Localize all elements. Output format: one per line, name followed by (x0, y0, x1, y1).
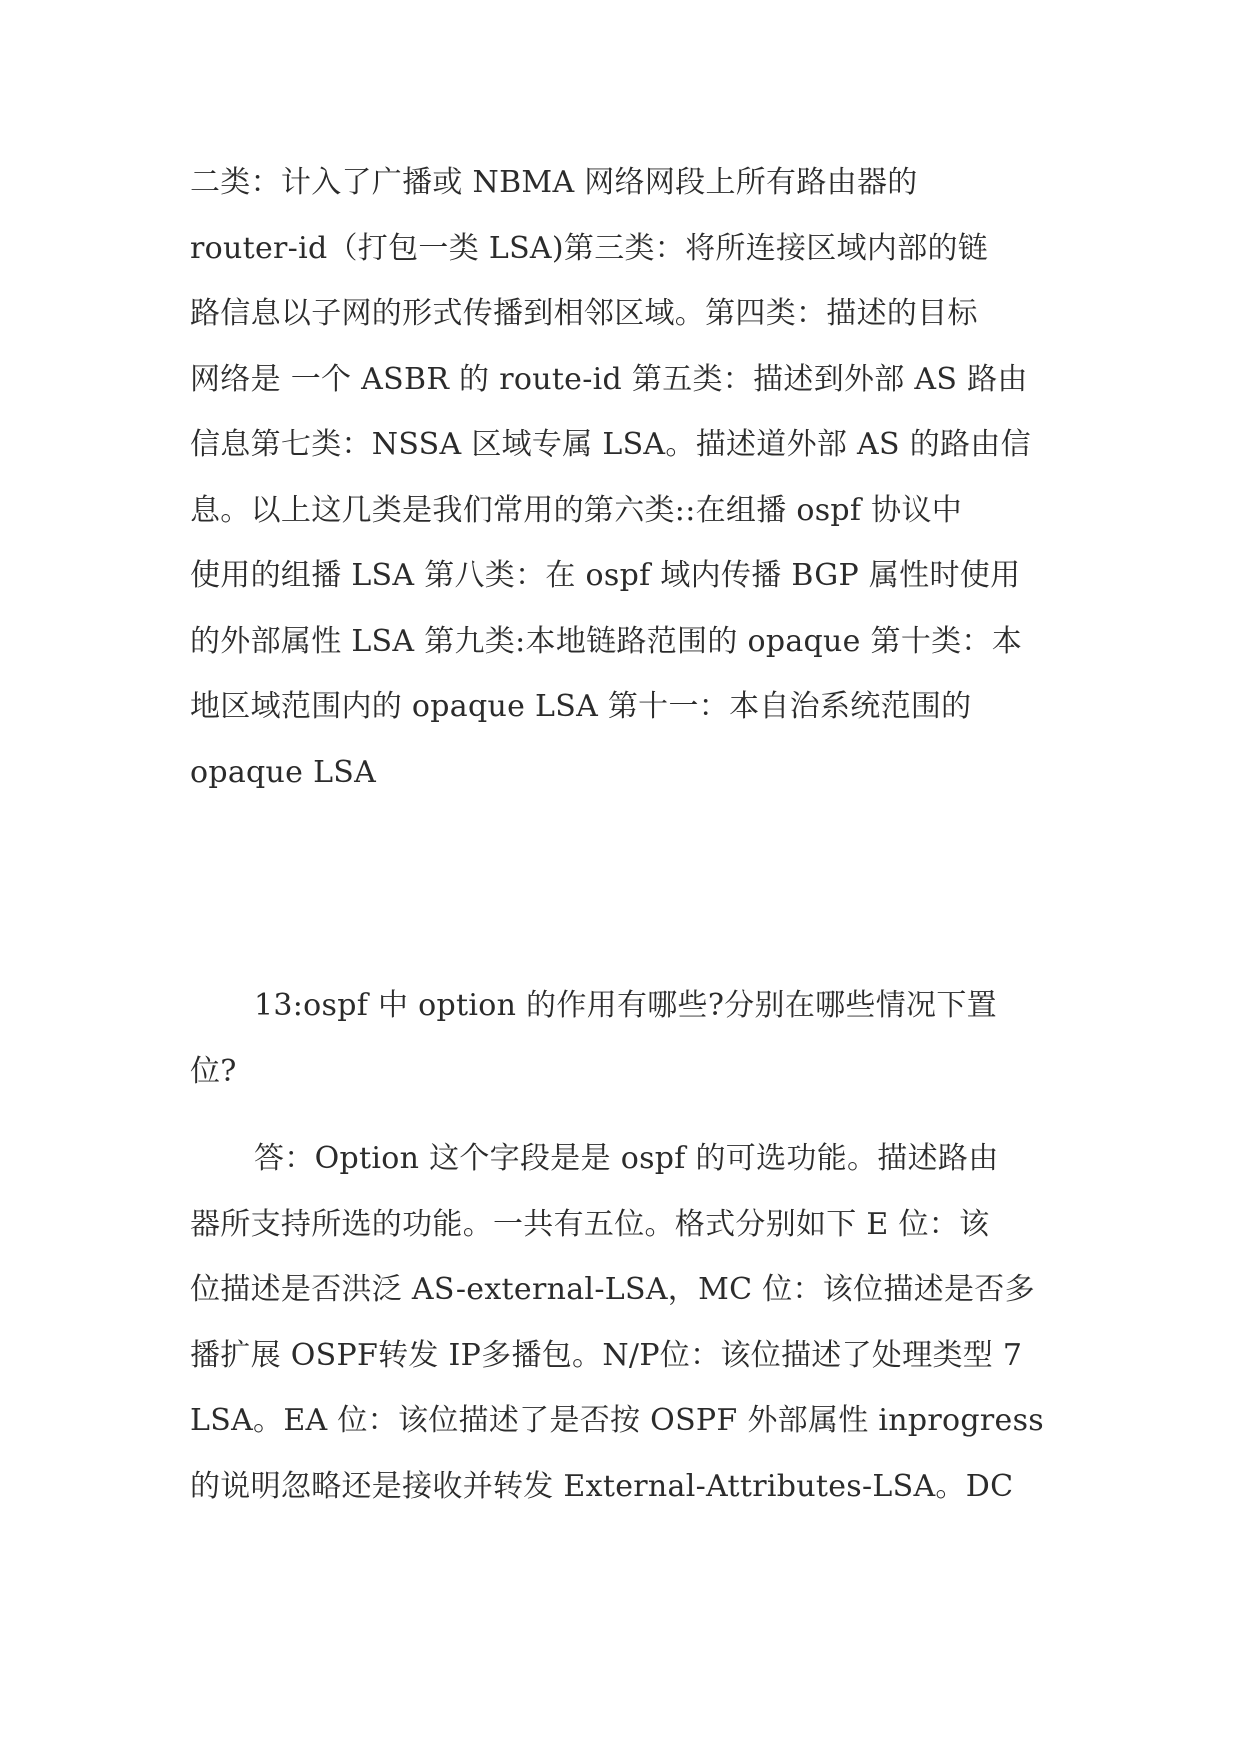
paragraph-lsa-types: 二类：计入了广播或 NBMA 网络网段上所有路由器的 router-id（打包一类 LSA)第三类：将所连接区域内部的链 路信息以子网的形式传播到相邻区域。第四类：描述的目标 网络是 一个 ASBR 的 route-id 第五类：描述到外部 AS 路由 信息第七类：NSSA 区域专属 LSA。描述道外部 AS 的路由信 息。以上这几类是我们常用的第六类::在组播 ospf 协议中 使用的组播 LSA 第八类：在 ospf 域内传播 BGP 属性时使用 的外部属性 LSA 第九类:本地链路范围的 opaque 第十类：本 地区域范围内的 opaque LSA 第十一：本自治系统范围的 opaque LSA (190, 165, 1031, 790)
answer-13: 答：Option 这个字段是是 ospf 的可选功能。描述路由 器所支持所选的功能。一共有五位。格式分别如下 E 位：该 位描述是否洪泛 AS-external-LSA，MC 位：该位描述是否多 播扩展 OSPF转发 IP多播包。N/P位：该位描述了处理类型 7 LSA。EA 位：该位描述了是否按 OSPF 外部属性 inprogress 的说明忽略还是接收并转发 External-Attributes-LSA。DC (190, 1141, 1045, 1504)
question-13: 13:ospf 中 option 的作用有哪些?分别在哪些情况下置 位? (190, 988, 997, 1089)
